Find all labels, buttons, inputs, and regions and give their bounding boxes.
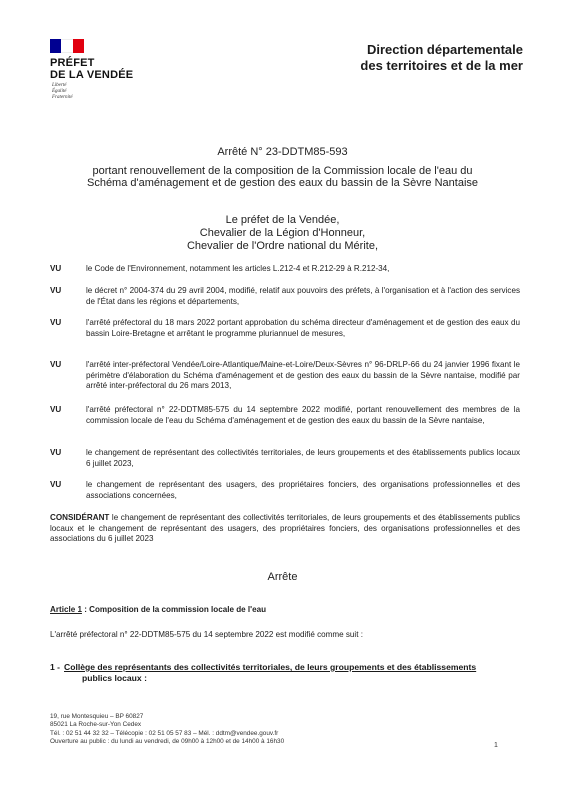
article1-label: Article 1 <box>50 605 82 614</box>
prefecture-name-line1: PRÉFET <box>50 57 95 69</box>
visa-text: le changement de représentant des usagers, des propriétaires fonciers, des organisations professionnelles et des associations concernées, <box>86 480 520 500</box>
college-title-line1: Collège des représentants des collectivités territoriales, de leurs groupements et des établissements <box>64 662 477 672</box>
footer-address <box>50 713 284 747</box>
visa-label: VU <box>50 360 62 369</box>
prefet-line2: Chevalier de la Légion d'Honneur, <box>199 227 366 239</box>
arrete-heading: Arrête <box>267 571 298 583</box>
footer-line1: 19, rue Montesquieu – BP 60827 <box>50 713 144 720</box>
article1-heading <box>50 605 266 614</box>
motto-fraternite: Fraternité <box>52 95 73 100</box>
considerant-text: le changement de représentant des collectivités territoriales, de leurs groupements et des établissements publics locaux et le changement de représentant des usagers, des propriétaires fonciers, des organisations professionnelles et des associations du 6 juillet 2023 <box>50 513 520 543</box>
article1-text: L'arrêté préfectoral n° 22-DDTM85-575 du 14 septembre 2022 est modifié comme suit : <box>50 630 363 639</box>
footer-line4: Ouverture au public : du lundi au vendredi, de 09h00 à 12h00 et de 14h00 à 16h30 <box>50 738 285 746</box>
visa-label: VU <box>50 448 62 457</box>
page-number: 1 <box>494 742 498 749</box>
motto-liberte: Liberté <box>52 83 67 88</box>
prefet-titles <box>0 214 565 253</box>
footer-line2: 85021 La Roche-sur-Yon Cedex <box>50 721 142 729</box>
college-title-line2: publics locaux : <box>82 673 147 683</box>
prefet-line3: Chevalier de l'Ordre national du Mérite, <box>186 240 379 252</box>
visa-label: VU <box>50 318 62 327</box>
article1-title: : Composition de la commission locale de l'eau <box>81 605 267 614</box>
college-number: 1 - <box>50 662 61 672</box>
prefecture-name-line2: DE LA VENDÉE <box>50 69 134 81</box>
arrete-number: Arrêté N° 23-DDTM85-593 <box>217 146 348 158</box>
subject-line1: portant renouvellement de la composition de la Commission locale de l'eau du <box>92 165 473 177</box>
footer-line3: Tél. : 02 51 44 32 32 – Télécopie : 02 51 05 57 83 – Mél. : ddtm@vendee.gouv.fr <box>50 729 279 737</box>
visa-text: le Code de l'Environnement, notamment les articles L.212-4 et R.212-29 à R.212-34, <box>86 264 390 273</box>
visa-text: le décret n° 2004-374 du 29 avril 2004, modifié, relatif aux pouvoirs des préfets, à l'organisation et à l'action des services de l'État dans les régions et départements, <box>86 286 520 306</box>
visa-text: l'arrêté préfectoral n° 22-DDTM85-575 du 14 septembre 2022 modifié, portant renouvellement des membres de la commission locale de l'eau du Schéma d'aménagement et de gestion des eaux du bassin de la Sèvre nantaise, <box>86 405 520 425</box>
visa-label: VU <box>50 286 62 295</box>
visa-text: l'arrêté préfectoral du 18 mars 2022 portant approbation du schéma directeur d'aménagement et de gestion des eaux du bassin Loire-Bretagne et arrêtant le programme pluriannuel de mesures, <box>86 318 520 338</box>
subject-line2: Schéma d'aménagement et de gestion des eaux du bassin de la Sèvre Nantaise <box>86 177 478 189</box>
considerant-paragraph <box>50 513 520 545</box>
motto-egalite: Égalité <box>52 89 67 94</box>
arrete-subject <box>0 165 565 189</box>
prefet-line1: Le préfet de la Vendée, <box>225 214 340 226</box>
visa-label: VU <box>50 405 62 414</box>
college-title <box>64 662 530 684</box>
direction-name-line1: Direction départementale <box>366 42 523 57</box>
visa-label: VU <box>50 480 62 489</box>
visa-text: l'arrêté inter-préfectoral Vendée/Loire-Atlantique/Maine-et-Loire/Deux-Sèvres n° 96-DRLP-66 du 24 janvier 1996 fixant le périmètre d'élaboration du Schéma d'aménagement et de gestion des eaux du bassin de la Sèvre nantaise, modifié par arrêté inter-préfectoral du 26 mars 2013, <box>86 360 520 390</box>
considerant-label: CONSIDÉRANT <box>50 513 110 522</box>
republic-flag-logo <box>50 39 84 53</box>
visa-label: VU <box>50 264 62 273</box>
visa-text: le changement de représentant des collectivités territoriales, de leurs groupements et des établissements publics locaux 6 juillet 2023, <box>86 448 520 468</box>
direction-name-line2: des territoires et de la mer <box>360 58 523 73</box>
